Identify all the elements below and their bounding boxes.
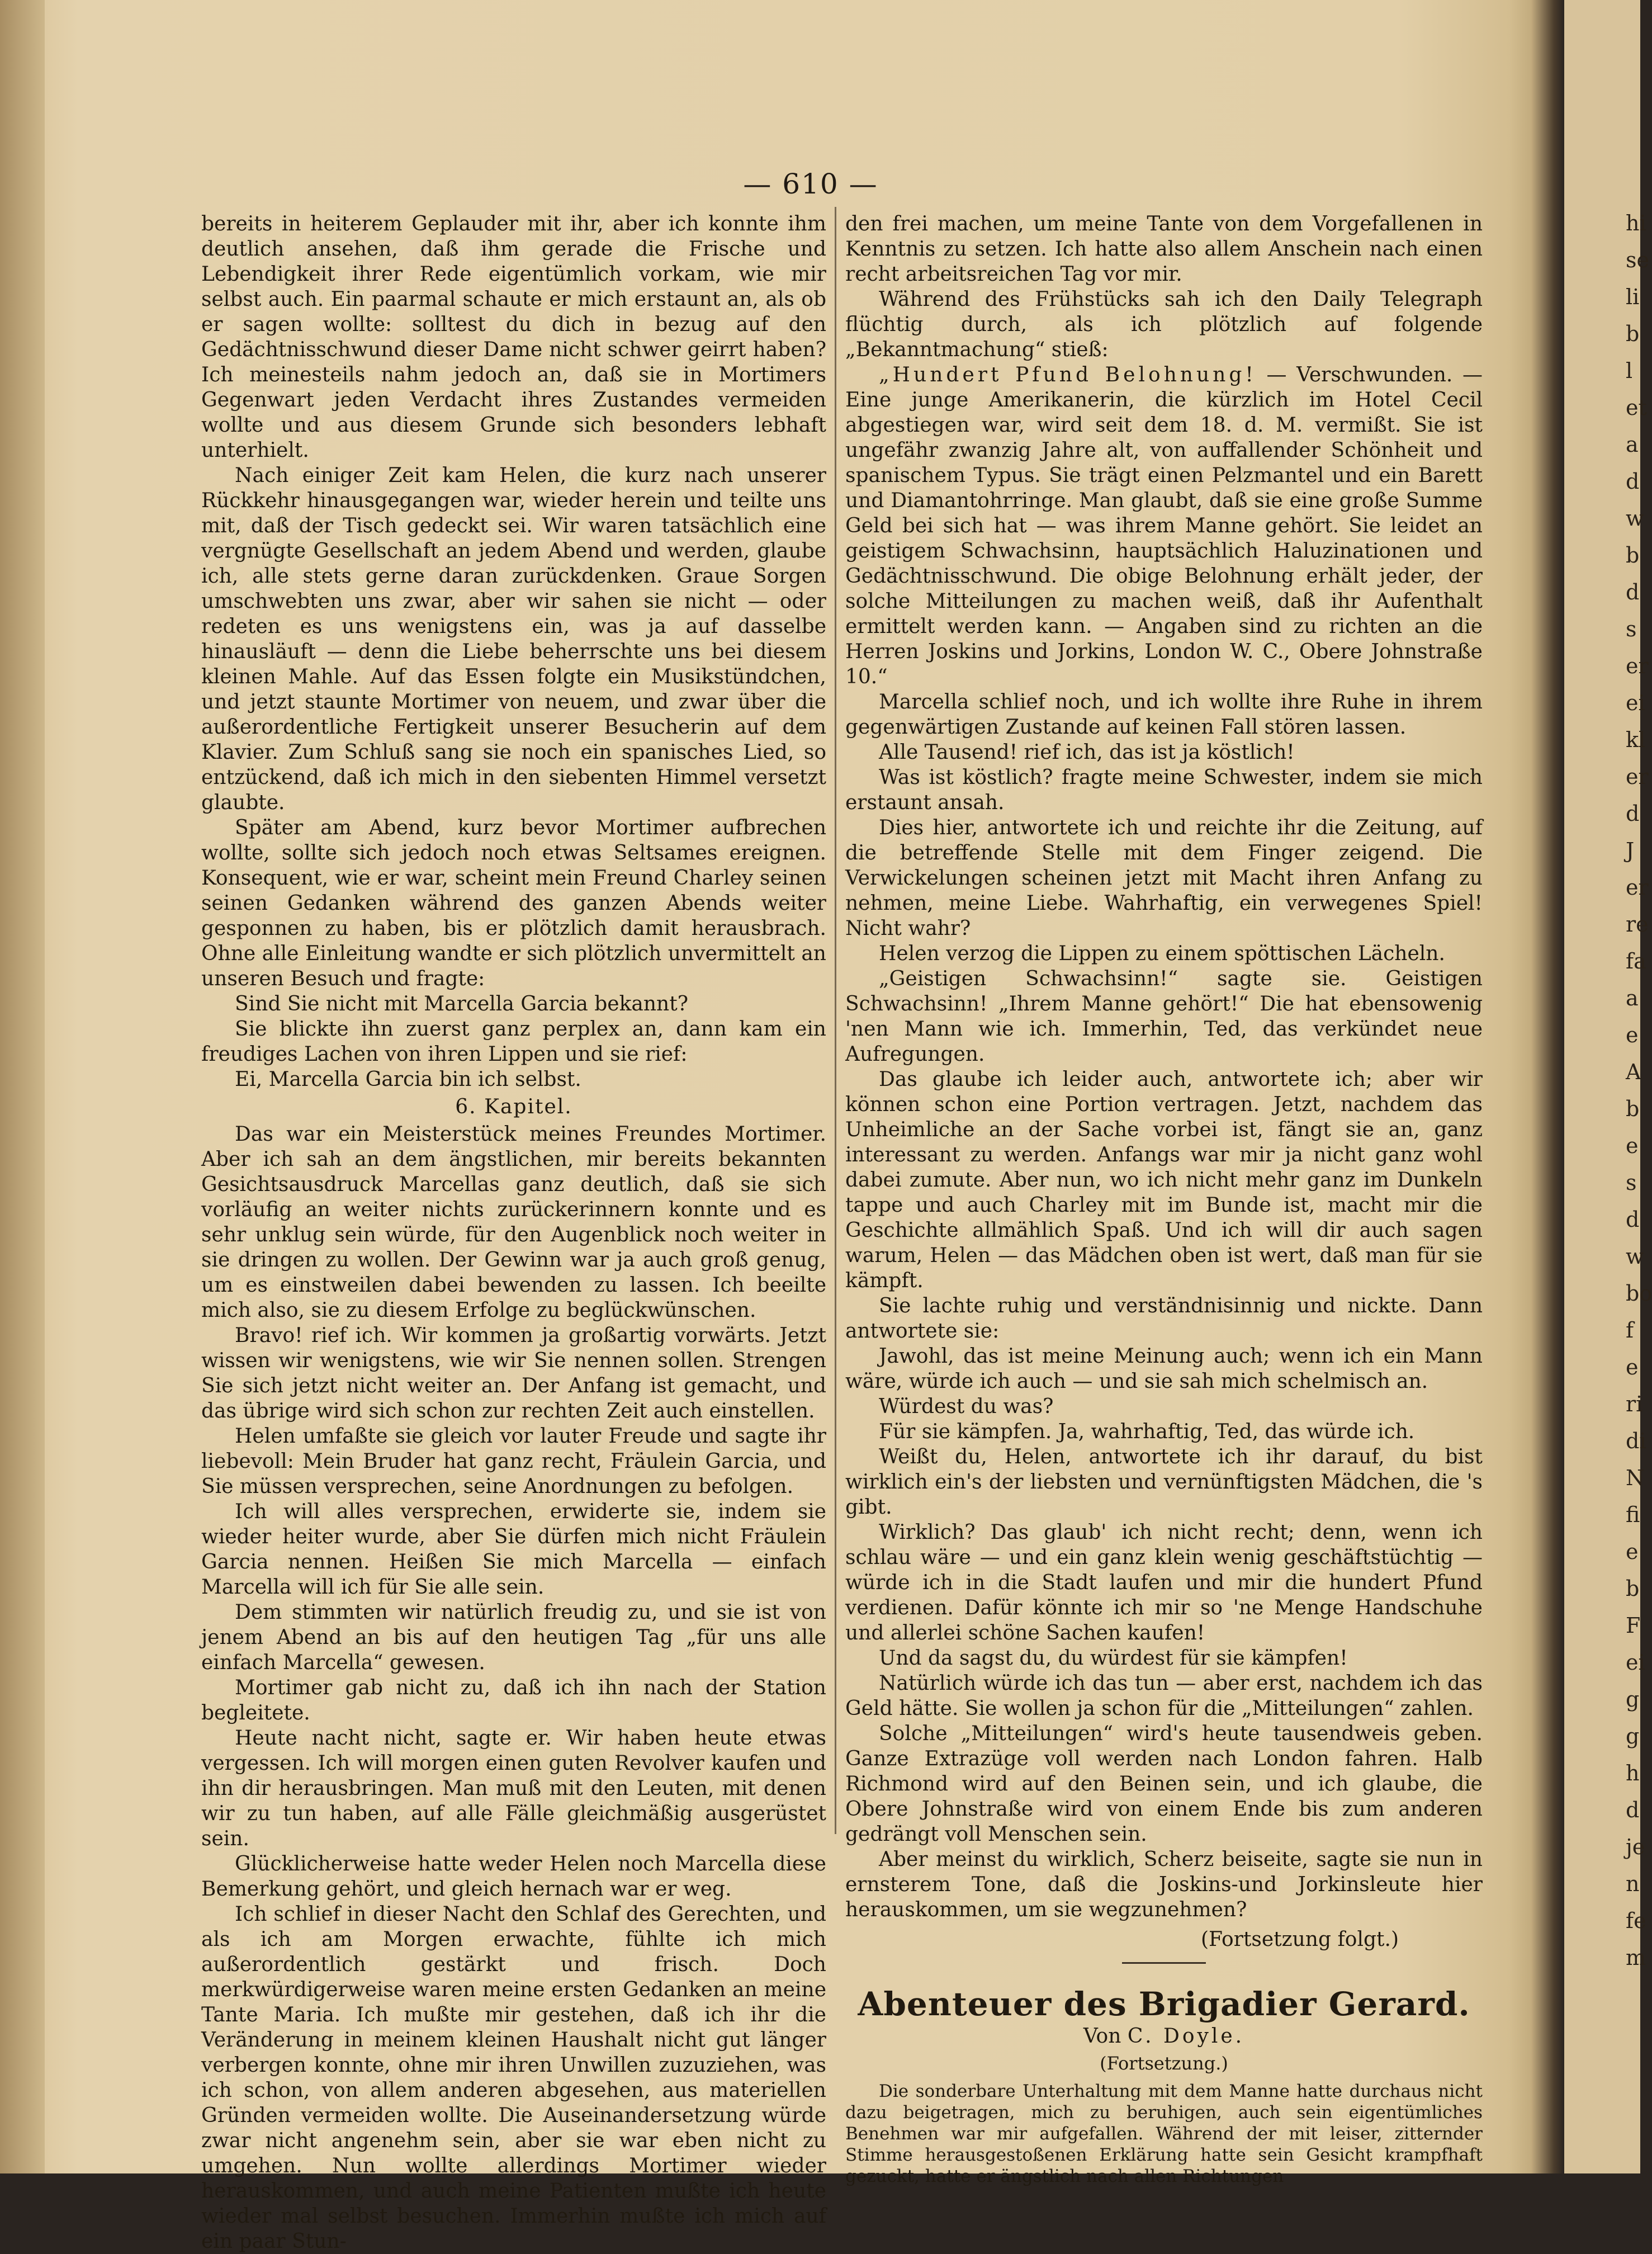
paragraph: Heute nacht nicht, sagte er. Wir haben heute etwas vergessen. Ich will morgen einen guten Revolver kaufen und ihn dir herausbringen. Man muß mit den Leuten, mit denen wir zu tun haben, auf alle Fälle gleichmäßig ausgerüstet sein. — [201, 1727, 826, 1850]
next-page-fragment: l — [1626, 358, 1633, 383]
next-page-fragment: kl — [1626, 727, 1646, 752]
continuation-note: (Fortsetzung folgt.) — [1201, 1928, 1399, 1951]
paragraph: Wirklich? Das glaub' ich nicht recht; denn, wenn ich schlau wäre — und ein ganz klein wenig geschäftstüchtig — würde ich in die Stadt laufen und mir die hundert Pfund verdienen. Dafür könnte ich mir so 'ne Menge Handschuhe und allerlei schöne Sachen kaufen! — [845, 1521, 1483, 1645]
next-page-fragment: a — [1626, 986, 1639, 1010]
paragraph: Das war ein Meisterstück meines Freundes Mortimer. Aber ich sah an dem ängstlichen, mir bereits bekannten Gesichtsausdruck Marcellas ganz deutlich, daß sie sich vorläufig an weiter nichts zurückerinnern konnte und es sehr unklug sein würde, für den Augenblick noch weiter in sie dringen zu wollen. Der Gewinn war ja auch groß genug, um es einstweilen dabei bewenden zu lassen. Ich beeilte mich also, sie zu diesem Erfolge zu beglückwünschen. — [201, 1123, 826, 1322]
paragraph: „Geistigen Schwachsinn!“ sagte sie. Geistigen Schwachsinn! „Ihrem Manne gehört!“ Die hat ebensowenig 'nen Mann wie ich. Immerhin, Ted, das verkündet neue Aufregungen. — [845, 967, 1483, 1066]
paragraph: Während des Frühstücks sah ich den Daily Telegraph flüchtig durch, als ich plötzlich auf folgende „Bekanntmachung“ stieß: — [845, 288, 1483, 361]
paragraph: Glücklicherweise hatte weder Helen noch Marcella diese Bemerkung gehört, und gleich hernach war er weg. — [201, 1853, 826, 1901]
paragraph: Natürlich würde ich das tun — aber erst, nachdem ich das Geld hätte. Sie wollen ja schon für die „Mitteilungen“ zahlen. — [845, 1672, 1483, 1720]
paragraph: Und da sagst du, du würdest für sie kämpfen! — [879, 1647, 1348, 1670]
notice-text: — Verschwunden. — Eine junge Amerikanerin, die kürzlich im Hotel Cecil abgestiegen war, wird seit dem 18. d. M. vermißt. Sie ist ungefähr zwanzig Jahre alt, von auffallender Schönheit und spanischem Typus. Sie trägt einen Pelzmantel und ein Barett und Diamantohrringe. Man glaubt, daß sie eine große Summe Geld bei sich hat — was ihrem Manne gehört. Sie leidet an geistigem Schwachsinn, hauptsächlich Haluzinationen und Gedächtnisschwund. Die obige Belohnung erhält jeder, der solche Mitteilungen zu machen weiß, daß ihr Aufenthalt ermittelt werden kann. — Angaben sind zu richten an die Herren Joskins und Jorkins, London W. C., Obere Johnstraße 10.“ — [845, 363, 1483, 688]
next-page-fragment: b — [1626, 1576, 1640, 1601]
paragraph: Solche „Mitteilungen“ wird's heute tausendweis geben. Ganze Extrazüge voll werden nach London fahren. Halb Richmond wird auf den Beinen sein, und ich glaube, die Obere Johnstraße wird von einem Ende bis zum anderen gedrängt voll Menschen sein. — [845, 1722, 1483, 1846]
paragraph: Helen umfaßte sie gleich vor lauter Freude und sagte ihr liebevoll: Mein Bruder hat ganz recht, Fräulein Garcia, und Sie müssen versprechen, seine Anordnungen zu befolgen. — [201, 1425, 826, 1498]
paragraph: Helen verzog die Lippen zu einem spöttischen Lächeln. — [879, 942, 1445, 965]
next-page-fragment: fi — [1626, 1502, 1640, 1527]
paragraph: Alle Tausend! rief ich, das ist ja köstlich! — [879, 741, 1295, 764]
paragraph: bereits in heiterem Geplauder mit ihr, aber ich konnte ihm deutlich ansehen, daß ihm gerade die Frische und Lebendigkeit ihrer Rede eigentümlich vorkam, wie mir selbst auch. Ein paarmal schaute er mich erstaunt an, als ob er sagen wollte: solltest du dich in bezug auf den Gedächtnisschwund dieser Dame nicht schwer geirrt haben? Ich meinesteils nahm jedoch an, daß sie in Mortimers Gegenwart jeden Verdacht ihres Zustandes vermeiden wollte und aus diesem Grunde sich besonders lebhaft unterhielt. — [201, 212, 826, 462]
story-body — [845, 2081, 1483, 2187]
paragraph: Dem stimmten wir natürlich freudig zu, und sie ist von jenem Abend an bis auf den heutigen Tag „für uns alle einfach Marcella“ gewesen. — [201, 1601, 826, 1674]
next-page-fragment: h — [1626, 1761, 1640, 1785]
next-page-fragment: d — [1626, 801, 1640, 826]
next-page-fragment: ri — [1626, 1392, 1643, 1416]
notice-heading: „Hundert Pfund Belohnung! — [879, 363, 1257, 386]
next-page-fragment: d — [1626, 1798, 1640, 1822]
paragraph: Dies hier, antwortete ich und reichte ihr die Zeitung, auf die betreffende Stelle mit dem Finger zeigend. Die Verwickelungen scheinen jetzt mit Macht ihren Anfang zu nehmen, meine Liebe. Wahrhaftig, ein verwegenes Spiel! Nicht wahr? — [845, 816, 1483, 940]
section-divider — [1122, 1962, 1206, 1964]
next-page-fragment: a — [1626, 432, 1639, 457]
next-page-fragment: f — [1626, 1318, 1634, 1343]
next-page-fragment: e — [1626, 1539, 1639, 1564]
next-page-fragment: b — [1626, 543, 1640, 568]
next-page-fragment: m — [1626, 1945, 1646, 1970]
next-page-fragment: er — [1626, 654, 1649, 678]
next-page-fragment: re — [1626, 912, 1649, 937]
paragraph: Sie lachte ruhig und verständnisinnig und nickte. Dann antwortete sie: — [845, 1294, 1483, 1343]
story-author — [845, 2024, 1483, 2049]
next-page-fragment: b — [1626, 322, 1640, 346]
paragraph: Weißt du, Helen, antwortete ich ihr darauf, du bist wirklich ein's der liebsten und vernünftigsten Mädchen, die 's gibt. — [845, 1445, 1483, 1519]
paragraph: den frei machen, um meine Tante von dem Vorgefallenen in Kenntnis zu setzen. Ich hatte also allem Anschein nach einen recht arbeitsreichen Tag vor mir. — [845, 212, 1483, 286]
next-page-fragment: hi — [1626, 211, 1646, 235]
chapter-heading: 6. Kapitel. — [455, 1095, 572, 1118]
paragraph: Aber meinst du wirklich, Scherz beiseite, sagte sie nun in ernsterem Tone, daß die Joskins-und Jorkinsleute hier herauskommen, um sie wegzunehmen? — [845, 1848, 1483, 1921]
paragraph: Bravo! rief ich. Wir kommen ja großartig vorwärts. Jetzt wissen wir wenigstens, wie wir Sie nennen sollen. Strengen Sie sich jetzt nicht weiter an. Der Anfang ist gemacht, und das übrige wird sich schon zur rechten Zeit auch einstellen. — [201, 1324, 826, 1423]
next-page-fragment: b — [1626, 1097, 1640, 1121]
paragraph: Ei, Marcella Garcia bin ich selbst. — [235, 1068, 581, 1091]
paragraph: Würdest du was? — [879, 1395, 1054, 1418]
next-page-fragment: fa — [1626, 949, 1646, 974]
next-page-fragment: et — [1626, 395, 1647, 420]
paragraph: Später am Abend, kurz bevor Mortimer aufbrechen wollte, sollte sich jedoch noch etwas Seltsames ereignen. Konsequent, wie er war, scheint mein Freund Charley seinen seinen Gedanken während des ganzen Abends weiter gesponnen zu haben, bis er plötzlich damit herausbrach. Ohne alle Einleitung wandte er sich plötzlich unvermittelt an unseren Besuch und fragte: — [201, 816, 826, 990]
paragraph: Die sonderbare Unterhaltung mit dem Manne hatte durchaus nicht dazu beigetragen, mich zu beruhigen, auch sein eigentümliches Benehmen war mir aufgefallen. Während der mit leiser, zitternder Stimme herausgestoßenen Erklärung hatte sein Gesicht krampfhaft gezuckt, hatte er ängstlich nach allen Richtungen — [845, 2081, 1483, 2186]
notice-paragraph — [845, 362, 1483, 689]
story-subtitle: (Fortsetzung.) — [1100, 2053, 1228, 2074]
paragraph: Nach einiger Zeit kam Helen, die kurz nach unserer Rückkehr hinausgegangen war, wieder herein und teilte uns mit, daß der Tisch gedeckt sei. Wir waren tatsächlich eine vergnügte Gesellschaft an jedem Abend und werden, glaube ich, alle stets gerne daran zurückdenken. Graue Sorgen umschwebten uns zwar, aber wir sahen sie nicht — oder redeten es uns wenigstens ein, was ja auf dasselbe hinausläuft — denn die Liebe beherrschte uns bei diesem kleinen Mahle. Auf das Essen folgte ein Musikstündchen, und jetzt staunte Mortimer von neuem, und zwar über die außerordentliche Fertigkeit unserer Besucherin auf dem Klavier. Zum Schluß sang sie noch ein spanisches Lied, so entzückend, daß ich mich in den siebenten Himmel versetzt glaubte. — [201, 464, 826, 814]
next-page-fragment: d — [1626, 1207, 1640, 1232]
next-page-fragment: s — [1626, 1170, 1637, 1195]
next-page-fragment: fe — [1626, 1908, 1646, 1933]
author-prefix: Von — [1083, 2025, 1128, 2048]
paragraph: Sind Sie nicht mit Marcella Garcia bekannt? — [235, 993, 689, 1015]
page-number: — 610 — — [743, 168, 878, 200]
page-gutter — [1531, 0, 1564, 2173]
paragraph: Sie blickte ihn zuerst ganz perplex an, dann kam ein freudiges Lachen von ihren Lippen und sie rief: — [201, 1018, 826, 1066]
next-page-fragment: g — [1626, 1724, 1640, 1749]
next-page-fragment: bo — [1626, 1281, 1652, 1306]
next-page-fragment: d — [1626, 469, 1640, 494]
story-title: Abenteuer des Brigadier Gerard. — [858, 1985, 1470, 2023]
author-name: C. Doyle. — [1127, 2025, 1245, 2048]
right-column — [845, 211, 1483, 2187]
paragraph: Ich schlief in dieser Nacht den Schlaf des Gerechten, und als ich am Morgen erwachte, fühlte ich mich außerordentlich gestärkt und frisch. Doch merkwürdigerweise waren meine ersten Gedanken an meine Tante Maria. Ich mußte mir gestehen, daß ich ihr die Veränderung in meinem kleinen Haushalt nicht gut länger verbergen konnte, ohne mir ihren Unwillen zuzuziehen, was ich schon, von allem anderen abgesehen, aus materiellen Gründen vermeiden wollte. Die Auseinandersetzung würde zwar nicht angenehm sein, aber sie war eben nicht zu umgehen. Nun wollte allerdings Mortimer wieder herauskommen, und auch meine Patienten mußte ich heute wieder mal selbst besuchen. Immerhin mußte ich mich auf ein paar Stun- — [201, 1903, 826, 2253]
next-page-fragment: N — [1626, 1466, 1645, 1490]
next-page-fragment: e — [1626, 1023, 1639, 1047]
next-page-fragment: li — [1626, 285, 1640, 309]
next-page-fragment: ei — [1626, 1650, 1645, 1675]
next-page-fragment: e — [1626, 1133, 1639, 1158]
next-page-fragment: n — [1626, 1872, 1640, 1896]
next-page-fragment: e — [1626, 1355, 1639, 1379]
paragraph: Marcella schlief noch, und ich wollte ihre Ruhe in ihrem gegenwärtigen Zustande auf keinen Fall stören lassen. — [845, 691, 1483, 739]
next-page-fragment: er — [1626, 764, 1649, 789]
next-page-fragment: se — [1626, 248, 1649, 272]
next-page-fragment: di — [1626, 1429, 1646, 1453]
next-page-fragment: ei — [1626, 691, 1645, 715]
left-column — [201, 211, 826, 2254]
next-page-fragment: F — [1626, 1613, 1641, 1638]
next-page-fragment: J — [1626, 838, 1635, 863]
paragraph: Ich will alles versprechen, erwiderte sie, indem sie wieder heiter wurde, aber Sie dürfen mich nicht Fräulein Garcia nennen. Heißen Sie mich Marcella — einfach Marcella will ich für Sie alle sein. — [201, 1500, 826, 1599]
next-page-fragment: A — [1626, 1060, 1641, 1084]
next-page-fragment: w — [1626, 1244, 1644, 1269]
next-page-fragment: w — [1626, 506, 1644, 531]
page-edge-left — [0, 0, 45, 2173]
next-page-fragment: g — [1626, 1687, 1640, 1712]
paragraph: Mortimer gab nicht zu, daß ich ihn nach der Station begleitete. — [201, 1676, 826, 1724]
paragraph: Jawohl, das ist meine Meinung auch; wenn ich ein Mann wäre, würde ich auch — und sie sah mich schelmisch an. — [845, 1345, 1483, 1393]
next-page-fragment: er — [1626, 875, 1649, 900]
next-page-fragment: d — [1626, 580, 1640, 604]
paragraph: Das glaube ich leider auch, antwortete ich; aber wir können schon eine Portion vertragen. Jetzt, nachdem das Unheimliche an der Sache vorbei ist, fängt sie an, ganz interessant zu werden. Anfangs war mir ja nicht ganz wohl dabei zumute. Aber nun, wo ich nicht mehr ganz im Dunkeln tappe und auch Charley mit im Bunde ist, macht mir die Geschichte allmählich Spaß. Und ich will dir auch sagen warum, Helen — das Mädchen oben ist wert, daß man für sie kämpft. — [845, 1068, 1483, 1292]
paragraph: Für sie kämpfen. Ja, wahrhaftig, Ted, das würde ich. — [879, 1420, 1415, 1443]
next-page-fragment: je — [1626, 1835, 1645, 1859]
column-divider — [835, 207, 836, 1834]
next-page-edge — [1564, 0, 1652, 2173]
story-header — [845, 1985, 1483, 2076]
paragraph: Was ist köstlich? fragte meine Schwester, indem sie mich erstaunt ansah. — [845, 766, 1483, 814]
next-page-fragment: s — [1626, 617, 1637, 641]
